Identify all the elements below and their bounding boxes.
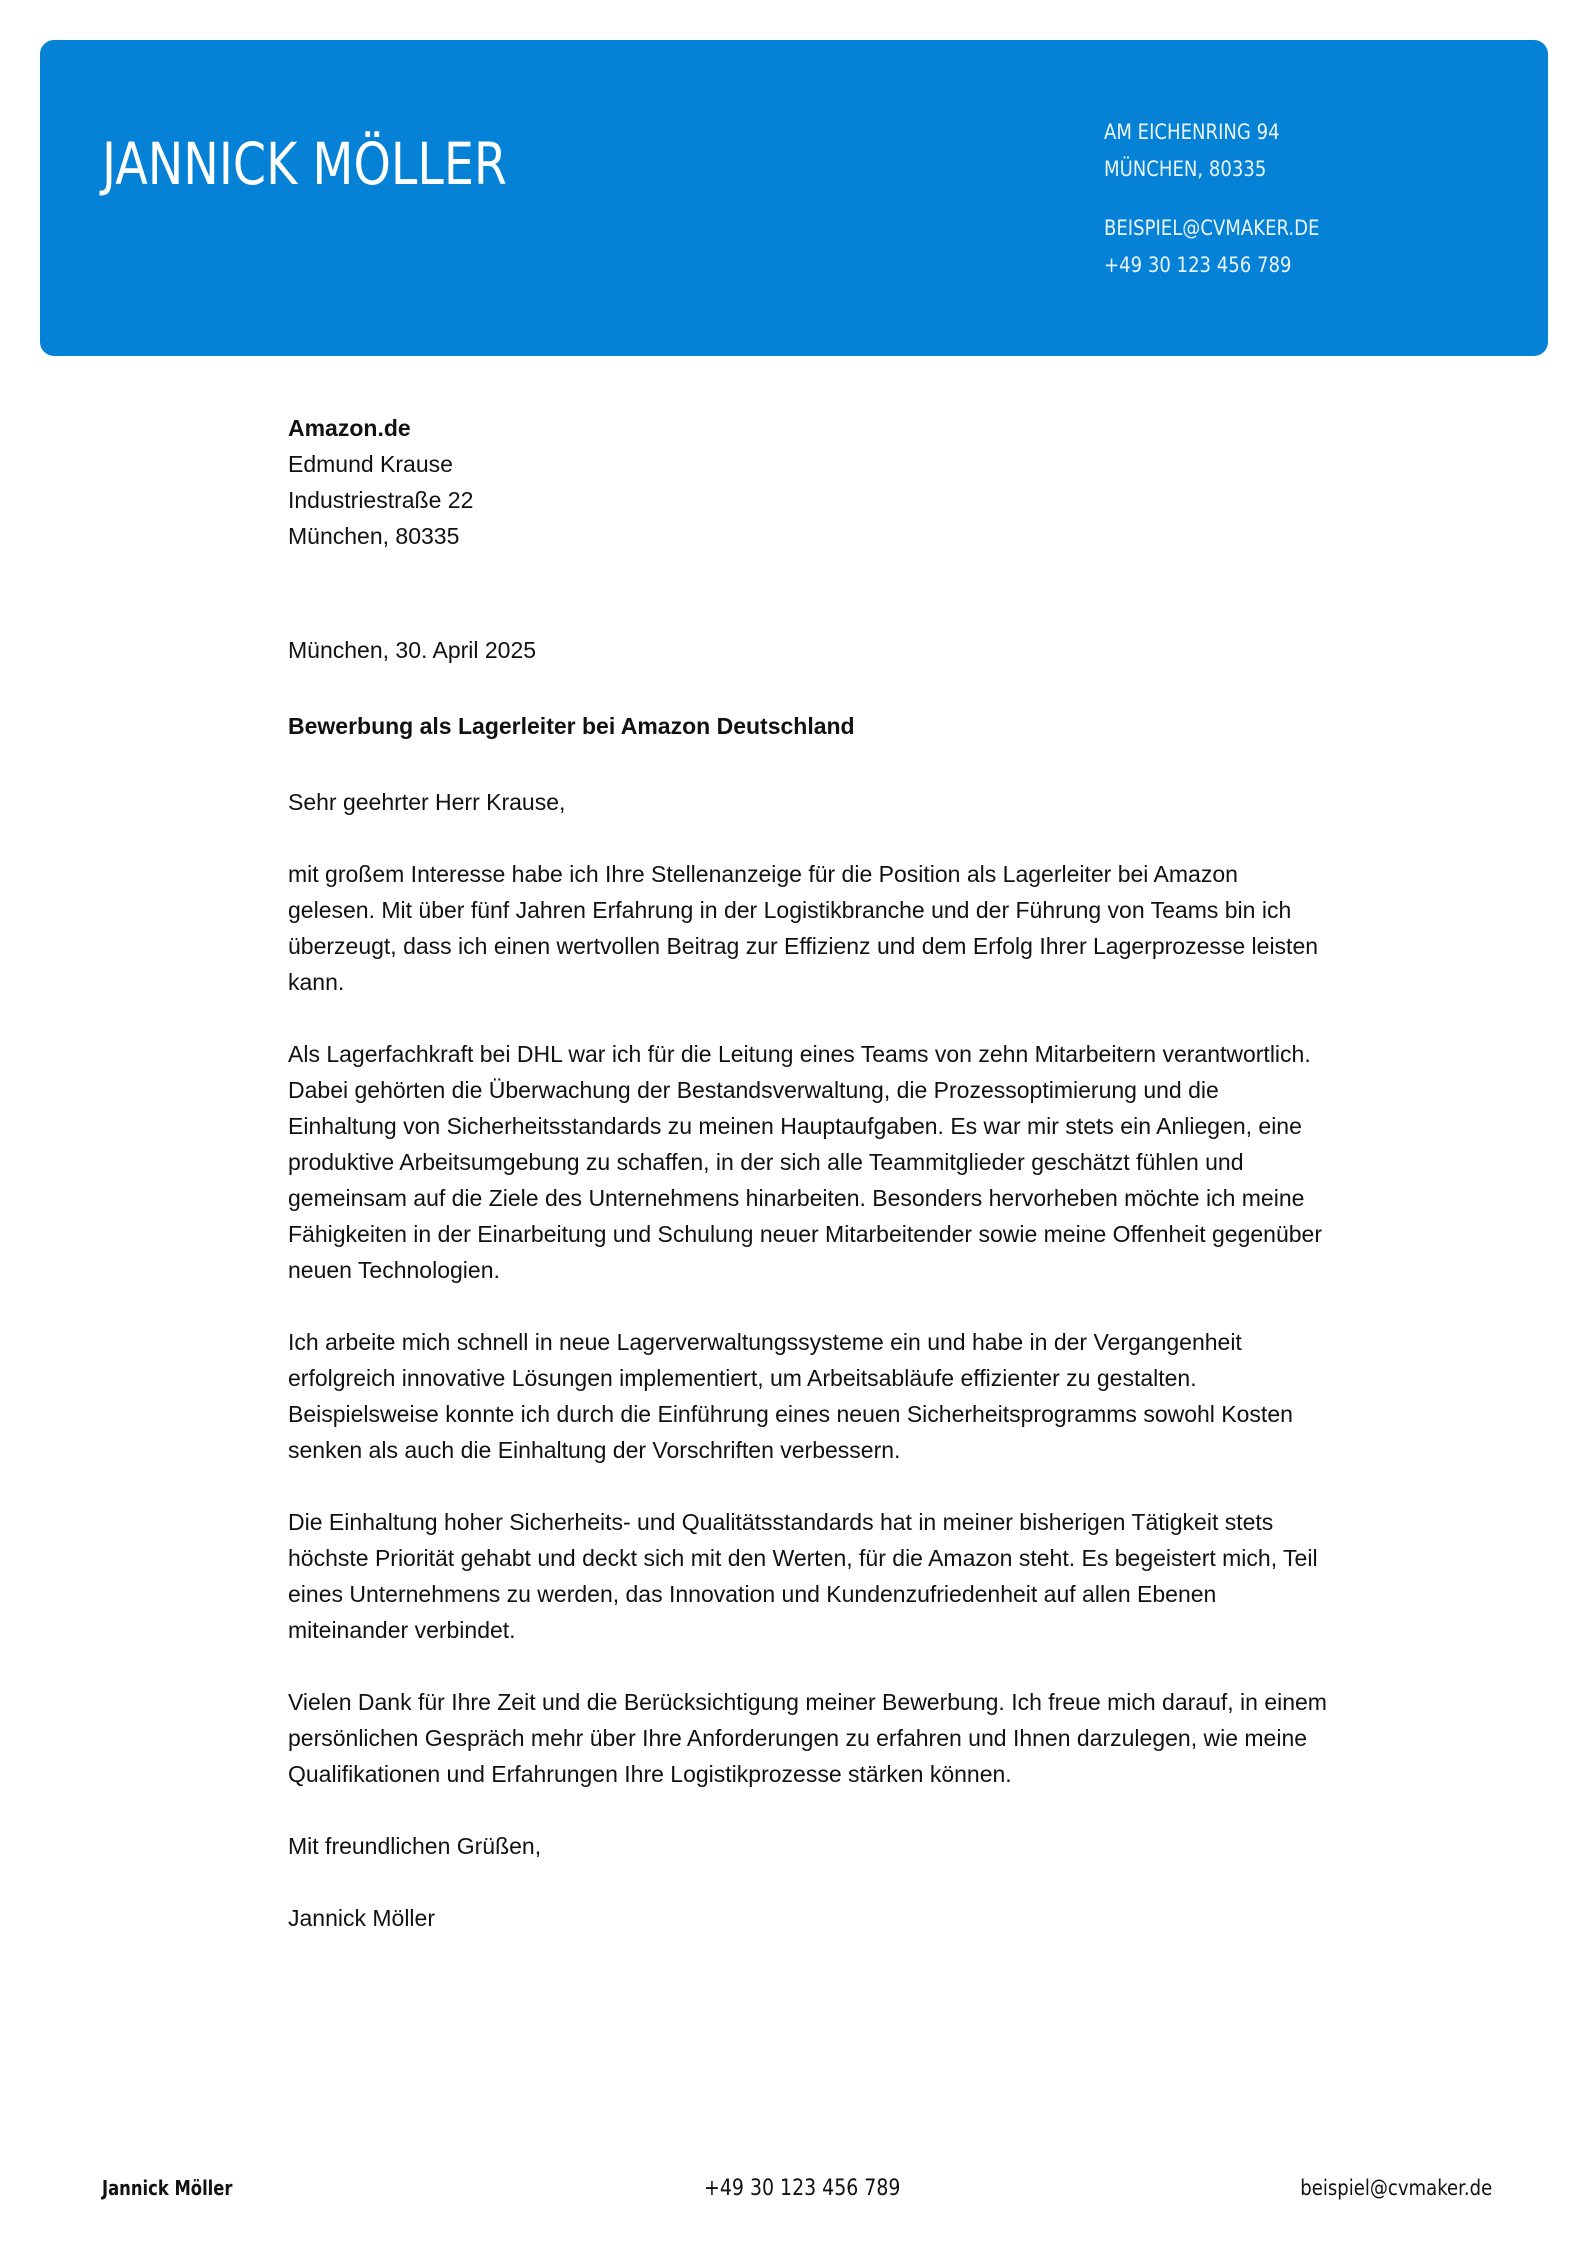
letter-paragraph-5: Vielen Dank für Ihre Zeit und die Berücksichtigung meiner Bewerbung. Ich freue mich darauf, in einem persönlichen Gespräch mehr über Ihre Anforderungen zu erfahren und Ihnen darzulegen, wie meine Qualifikationen und Erfahrungen Ihre Logistikprozesse stärken können. (288, 1689, 1327, 1787)
letter-signature: Jannick Möller (288, 1905, 435, 1931)
contact-details (1104, 114, 1319, 284)
recipient-street: Industriestraße 22 (288, 487, 474, 513)
footer-email: beispiel@cvmaker.de (1300, 2176, 1492, 2200)
letter-body (288, 410, 1328, 1936)
recipient-contact: Edmund Krause (288, 451, 453, 477)
footer-phone: +49 30 123 456 789 (704, 2176, 901, 2201)
letter-paragraph-3: Ich arbeite mich schnell in neue Lagerverwaltungssysteme ein und habe in der Vergangenheit erfolgreich innovative Lösungen implementiert, um Arbeitsabläufe effizienter zu gestalten. Beispielsweise konnte ich durch die Einführung eines neuen Sicherheitsprogramms sowohl Kosten senken als auch die Einhaltung der Vorschriften verbessern. (288, 1329, 1293, 1463)
contact-phone: +49 30 123 456 789 (1104, 253, 1292, 277)
page-footer (0, 2170, 1588, 2210)
letter-closing: Mit freundlichen Grüßen, (288, 1833, 542, 1859)
recipient-block (288, 410, 1328, 554)
footer-name: Jannick Möller (102, 2176, 233, 2200)
letter-paragraph-2: Als Lagerfachkraft bei DHL war ich für die Leitung eines Teams von zehn Mitarbeitern verantwortlich. Dabei gehörten die Überwachung der Bestandsverwaltung, die Prozessoptimierung und die Einhaltung von Sicherheitsstandards zu meinen Hauptaufgaben. Es war mir stets ein Anliegen, eine produktive Arbeitsumgebung zu schaffen, in der sich alle Teammitglieder geschätzt fühlen und gemeinsam auf die Ziele des Unternehmens hinarbeiten. Besonders hervorheben möchte ich meine Fähigkeiten in der Einarbeitung und Schulung neuer Mitarbeitender sowie meine Offenheit gegenüber neuen Technologien. (288, 1041, 1322, 1283)
letter-subject: Bewerbung als Lagerleiter bei Amazon Deutschland (288, 713, 855, 739)
letter-date: München, 30. April 2025 (288, 637, 537, 663)
recipient-city: München, 80335 (288, 523, 460, 549)
address-line-1: AM EICHENRING 94 (1104, 120, 1280, 144)
letter-paragraph-1: mit großem Interesse habe ich Ihre Stellenanzeige für die Position als Lagerleiter bei Amazon gelesen. Mit über fünf Jahren Erfahrung in der Logistikbranche und der Führung von Teams bin ich überzeugt, dass ich einen wertvollen Beitrag zur Effizienz und dem Erfolg Ihrer Lagerprozesse leisten kann. (288, 861, 1319, 995)
address-line-2: MÜNCHEN, 80335 (1104, 157, 1267, 181)
letter-salutation: Sehr geehrter Herr Krause, (288, 789, 566, 815)
contact-email: BEISPIEL@CVMAKER.DE (1104, 216, 1320, 240)
contact-spacer (1104, 188, 1319, 210)
letter-paragraph-4: Die Einhaltung hoher Sicherheits- und Qualitätsstandards hat in meiner bisherigen Tätigkeit stets höchste Priorität gehabt und deckt sich mit den Werten, für die Amazon steht. Es begeistert mich, Teil eines Unternehmens zu werden, das Innovation und Kundenzufriedenheit auf allen Ebenen miteinander verbindet. (288, 1509, 1318, 1643)
applicant-name: JANNICK MÖLLER (102, 130, 507, 198)
header-banner (40, 40, 1548, 356)
recipient-company: Amazon.de (288, 415, 411, 441)
